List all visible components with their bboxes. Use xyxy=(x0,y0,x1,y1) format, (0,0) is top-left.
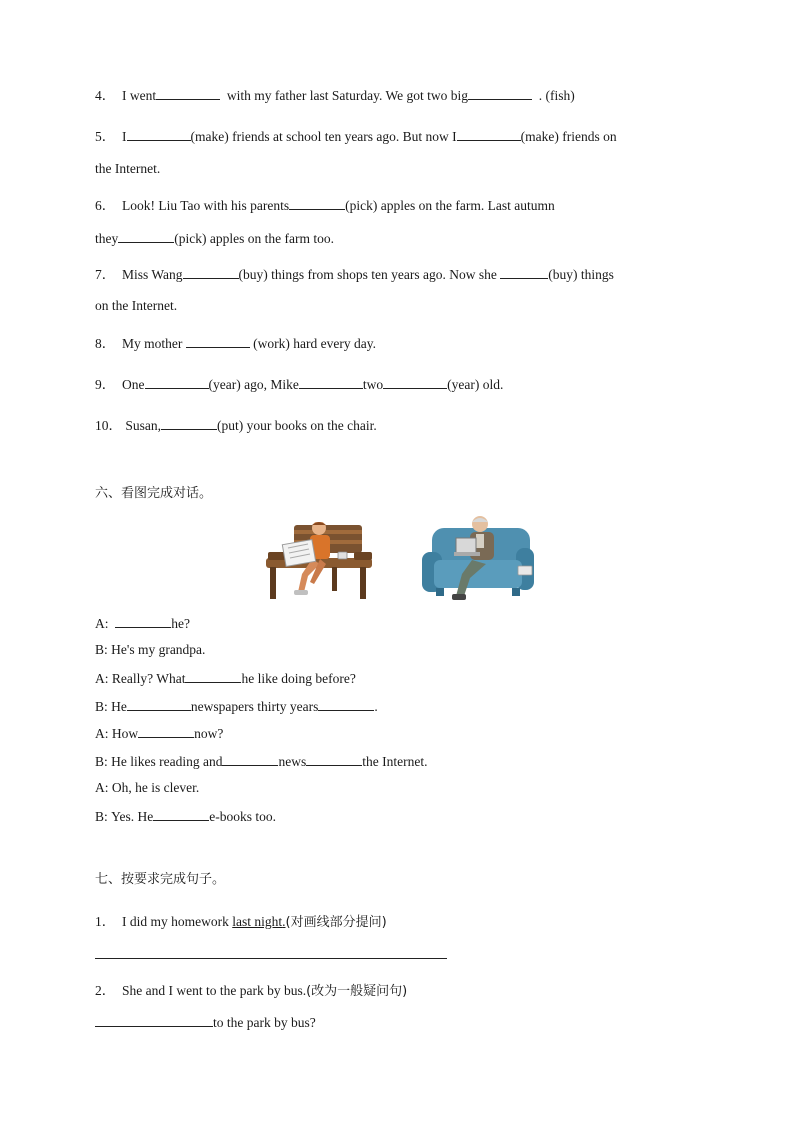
text: now? xyxy=(194,726,224,741)
grandpa-using-laptop-illustration xyxy=(420,512,536,606)
underlined-phrase: last night xyxy=(232,914,283,929)
blank-input[interactable] xyxy=(156,87,220,100)
text: My mother xyxy=(122,336,183,351)
question-10 xyxy=(95,414,377,434)
section-6-title: 六、看图完成对话。 xyxy=(95,486,213,501)
blank-input[interactable] xyxy=(95,1014,213,1027)
text: (pick) apples on the farm too. xyxy=(174,231,334,246)
question-number: 9． xyxy=(95,377,116,392)
text: Miss Wang xyxy=(122,267,183,282)
shoe xyxy=(452,594,466,600)
blank-input[interactable] xyxy=(161,417,217,430)
dialogue-line-2 xyxy=(95,642,205,658)
blank-input[interactable] xyxy=(299,376,363,389)
blank-input[interactable] xyxy=(500,266,548,279)
laptop-base xyxy=(454,552,480,556)
text: . xyxy=(374,699,378,714)
question-6 xyxy=(95,194,555,214)
blank-input[interactable] xyxy=(127,128,191,141)
question-number: 5． xyxy=(95,129,116,144)
question-number: 2． xyxy=(95,983,116,998)
text: Look! Liu Tao with his parents xyxy=(122,198,290,213)
blank-input[interactable] xyxy=(138,725,194,738)
speaker: B: xyxy=(95,642,108,657)
blank-input[interactable] xyxy=(222,753,278,766)
text: He xyxy=(111,699,127,714)
text: Yes. He xyxy=(111,809,154,824)
section-7-question-2 xyxy=(95,979,407,999)
question-8 xyxy=(95,332,376,352)
dialogue-line-4 xyxy=(95,698,378,715)
text: news xyxy=(278,754,307,769)
bench-leg xyxy=(270,567,276,599)
text: . (fish) xyxy=(538,88,575,103)
speaker: B: xyxy=(95,754,108,769)
text: She and I went to the park by bus. xyxy=(122,983,307,998)
speaker: A: xyxy=(95,616,109,631)
dialogue-line-7 xyxy=(95,780,199,796)
newspaper xyxy=(282,540,315,567)
text: (buy) things xyxy=(548,267,614,282)
text: Oh, he is clever. xyxy=(111,780,200,795)
text: I did my homework xyxy=(122,914,229,929)
question-7 xyxy=(95,263,614,283)
text: (pick) apples on the farm. Last autumn xyxy=(345,198,555,213)
text: He's my grandpa. xyxy=(111,642,206,657)
question-number: 10． xyxy=(95,418,122,433)
question-9 xyxy=(95,373,503,393)
section-7-title: 七、按要求完成句子。 xyxy=(95,872,226,887)
section-7-question-2-answer xyxy=(95,1014,316,1031)
blank-input[interactable] xyxy=(183,266,239,279)
speaker: A: xyxy=(95,780,109,795)
blank-input[interactable] xyxy=(468,87,532,100)
question-number: 8． xyxy=(95,336,116,351)
text: I went xyxy=(122,88,157,103)
blank-input[interactable] xyxy=(186,335,250,348)
question-number: 6． xyxy=(95,198,116,213)
question-6-continued xyxy=(95,230,334,247)
text: I xyxy=(122,129,127,144)
blank-input[interactable] xyxy=(289,197,345,210)
question-5-continued: the Internet. xyxy=(95,161,161,176)
text: (make) friends at school ten years ago. But now I xyxy=(190,129,457,144)
question-5 xyxy=(95,125,617,145)
speaker: B: xyxy=(95,699,108,714)
text: How xyxy=(111,726,139,741)
text: he like doing before? xyxy=(241,671,356,686)
dialogue-line-1 xyxy=(95,615,190,632)
speaker: A: xyxy=(95,671,109,686)
blank-input[interactable] xyxy=(153,808,209,821)
blank-input[interactable] xyxy=(185,670,241,683)
question-number: 7． xyxy=(95,267,116,282)
shoe xyxy=(294,590,308,595)
dialogue-line-8 xyxy=(95,808,276,825)
blank-input[interactable] xyxy=(118,230,174,243)
instruction: (改为一般疑问句) xyxy=(306,984,408,999)
text: to the park by bus? xyxy=(213,1015,316,1030)
blank-input[interactable] xyxy=(383,376,447,389)
blank-input[interactable] xyxy=(145,376,209,389)
blank-input[interactable] xyxy=(127,698,191,711)
answer-line[interactable] xyxy=(95,958,447,959)
text: he? xyxy=(171,616,190,631)
text: (year) old. xyxy=(447,377,504,392)
blank-input[interactable] xyxy=(306,753,362,766)
cup xyxy=(338,552,347,559)
speaker: B: xyxy=(95,809,108,824)
text: they xyxy=(95,231,119,246)
question-number: 1． xyxy=(95,914,116,929)
dialogue-line-5 xyxy=(95,725,223,742)
question-number: 4． xyxy=(95,88,116,103)
question-7-continued: on the Internet. xyxy=(95,298,178,313)
text: (make) friends on xyxy=(520,129,617,144)
text: the Internet. xyxy=(362,754,428,769)
text: with my father last Saturday. We got two big xyxy=(226,88,468,103)
section-7-question-1 xyxy=(95,910,387,930)
dialogue-line-6 xyxy=(95,753,427,770)
text: newspapers thirty years xyxy=(190,699,319,714)
bench-leg xyxy=(360,567,366,599)
text: . xyxy=(282,914,286,929)
question-4 xyxy=(95,84,575,104)
speaker: A: xyxy=(95,726,109,741)
text: (put) your books on the chair. xyxy=(217,418,377,433)
text: two xyxy=(362,377,384,392)
blank-input[interactable] xyxy=(318,698,374,711)
laptop-screen xyxy=(456,538,476,553)
instruction: (对画线部分提问) xyxy=(285,915,387,930)
man-reading-newspaper-illustration xyxy=(262,522,378,604)
text: (year) ago, Mike xyxy=(208,377,299,392)
blank-input[interactable] xyxy=(115,615,171,628)
text: He likes reading and xyxy=(111,754,223,769)
text: Susan, xyxy=(125,418,162,433)
text: One xyxy=(122,377,145,392)
text: (buy) things from shops ten years ago. Now she xyxy=(238,267,497,282)
text: e-books too. xyxy=(209,809,277,824)
blank-input[interactable] xyxy=(457,128,521,141)
dialogue-line-3 xyxy=(95,670,356,687)
text: (work) hard every day. xyxy=(253,336,376,351)
text: Really? What xyxy=(111,671,186,686)
